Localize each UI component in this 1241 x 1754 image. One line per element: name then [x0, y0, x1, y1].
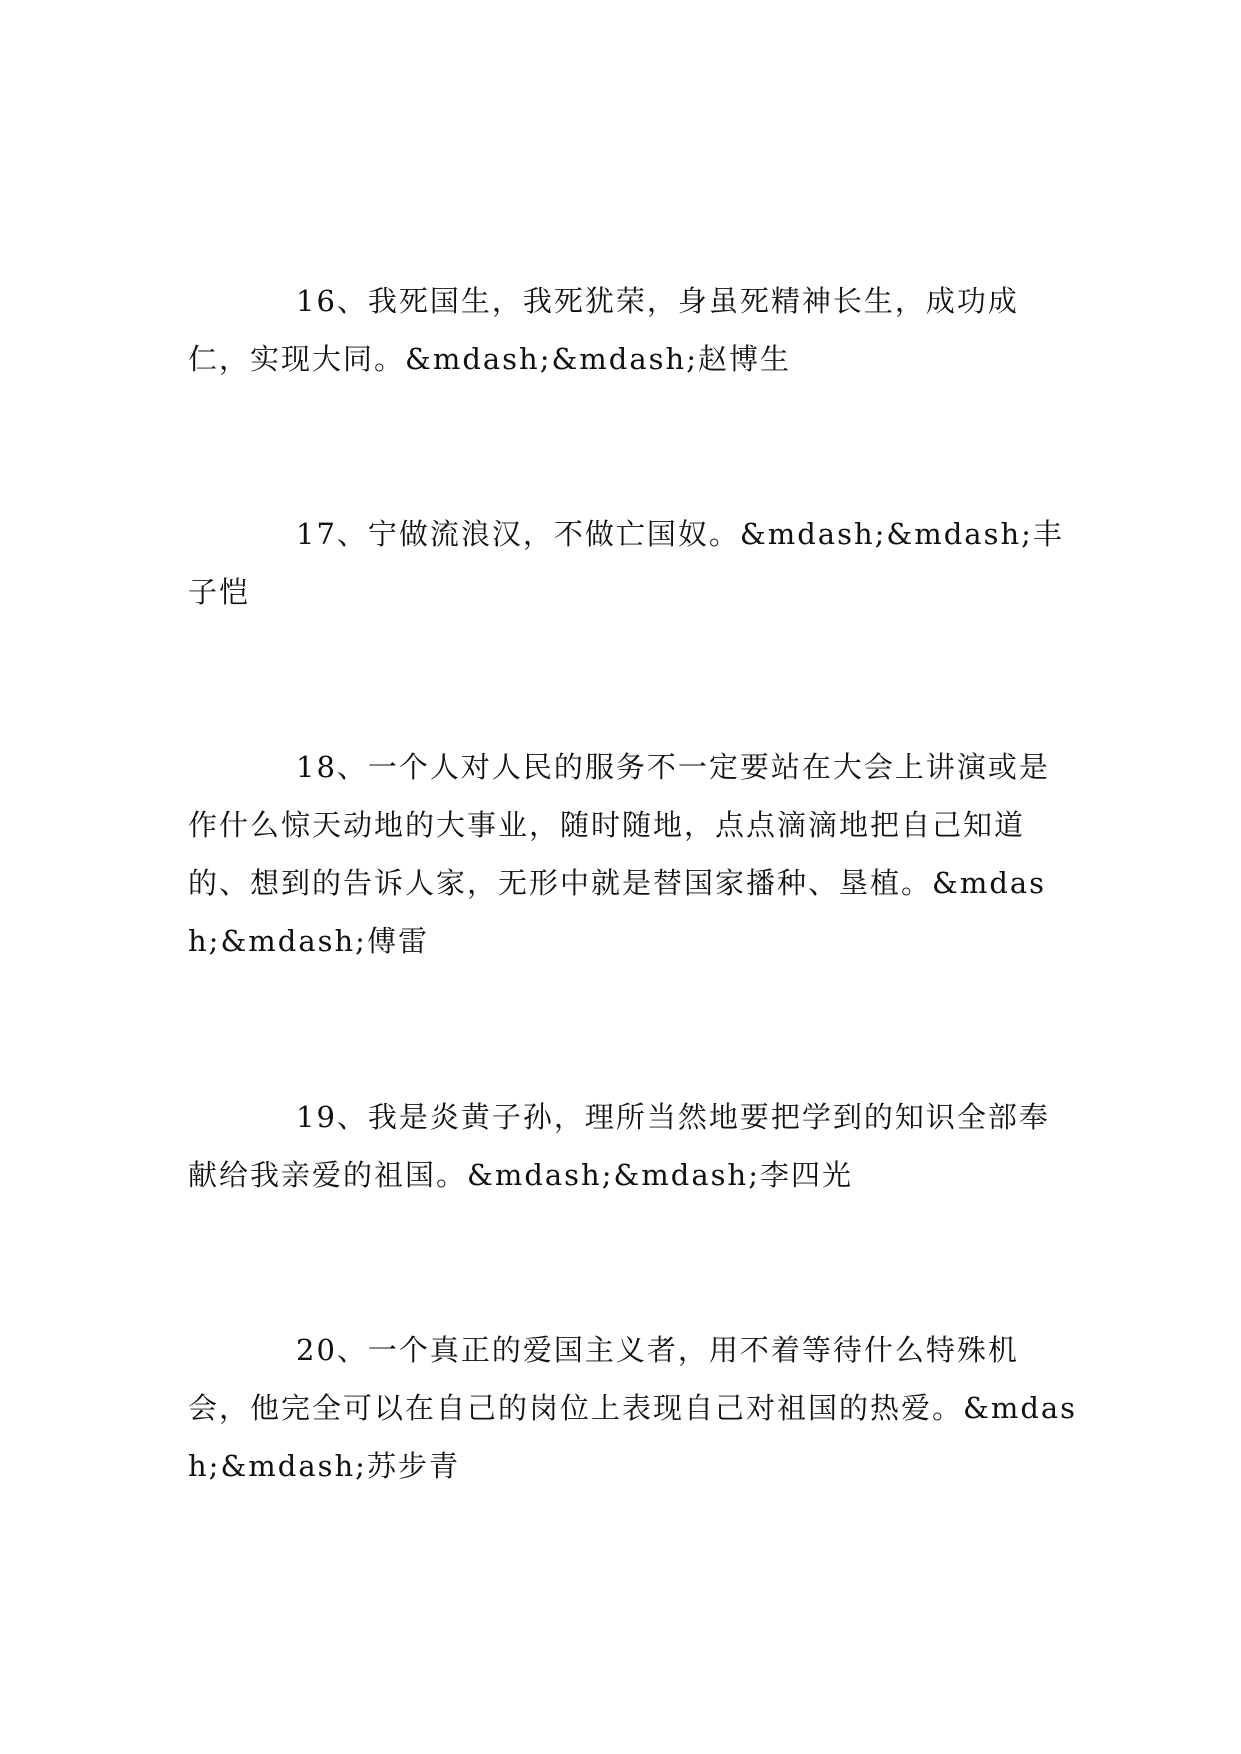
quote-paragraph: 17、宁做流浪汉，不做亡国奴。&mdash;&mdash;丰子恺 — [188, 517, 1064, 609]
quote-paragraph: 16、我死国生，我死犹荣，身虽死精神长生，成功成仁，实现大同。&mdash;&mdash;赵博生 — [188, 284, 1019, 376]
quote-paragraph: 19、我是炎黄子孙，理所当然地要把学到的知识全部奉献给我亲爱的祖国。&mdash;&mdash;李四光 — [188, 1100, 1050, 1192]
quote-paragraph: 18、一个人对人民的服务不一定要站在大会上讲演或是作什么惊天动地的大事业，随时随地，点点滴滴地把自己知道的、想到的告诉人家，无形中就是替国家播种、垦植。&mdash;&mdash;傅雷 — [188, 750, 1050, 958]
quote-paragraph: 20、一个真正的爱国主义者，用不着等待什么特殊机会，他完全可以在自己的岗位上表现自己对祖国的热爱。&mdash;&mdash;苏步青 — [188, 1333, 1078, 1483]
